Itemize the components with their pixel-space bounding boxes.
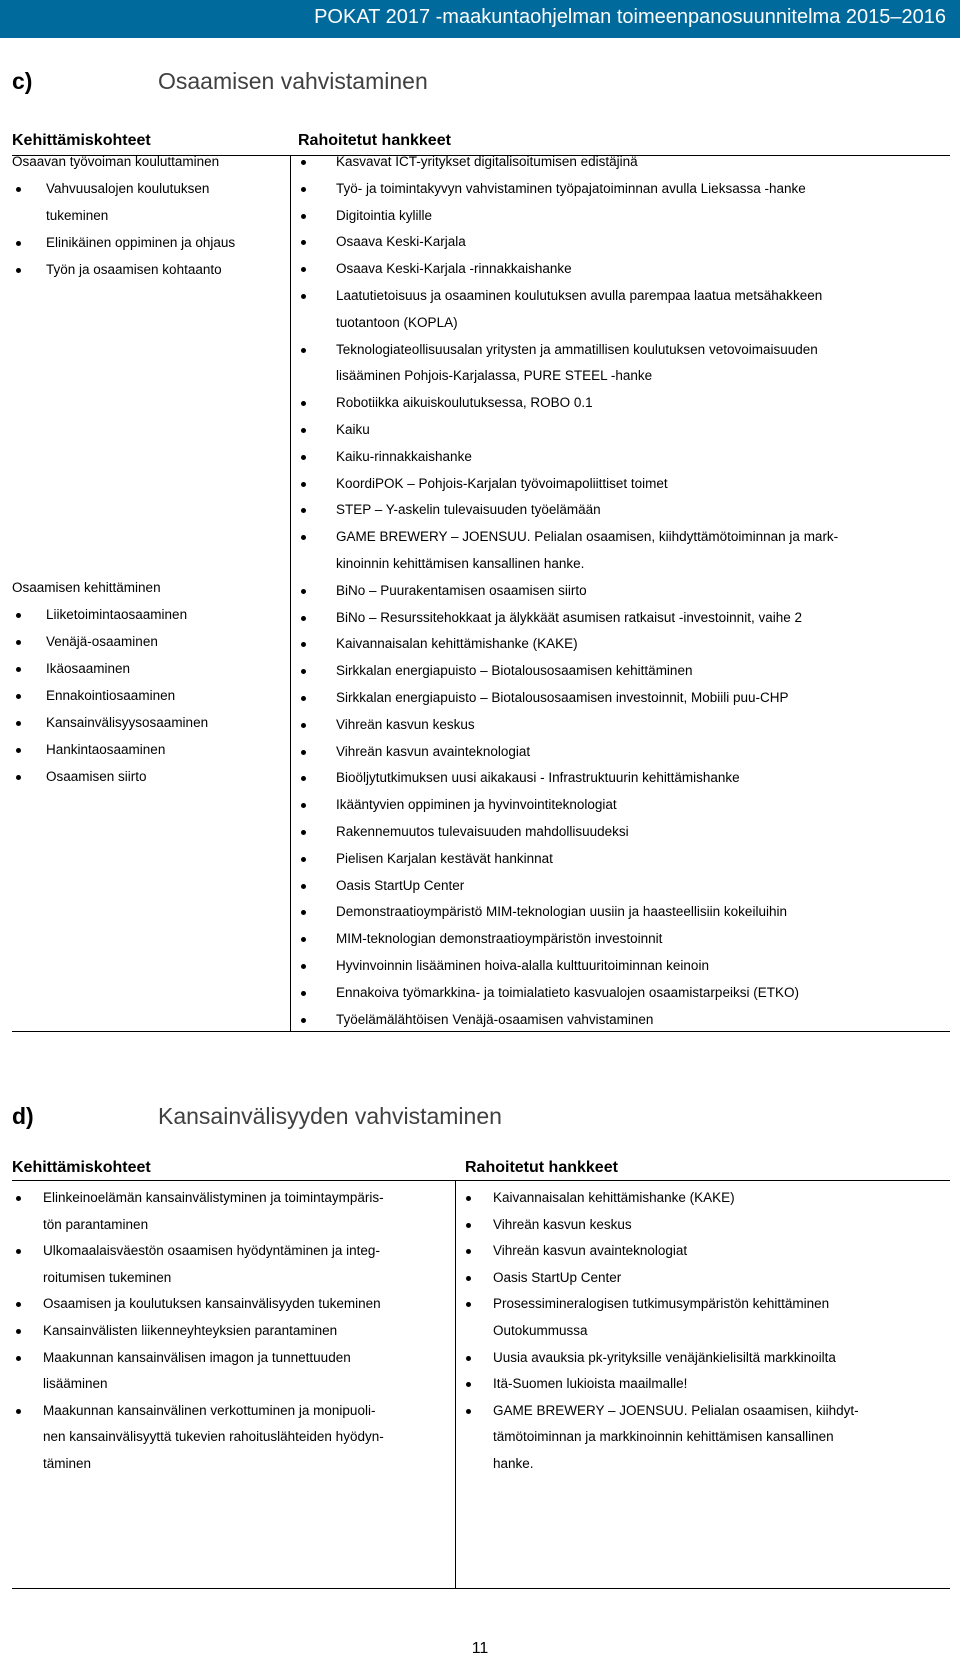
list-item: Ulkomaalaisväestön osaamisen hyödyntäminen ja integ- <box>43 1243 380 1259</box>
section-c-column-divider <box>290 155 291 1031</box>
bullet-icon <box>16 1329 21 1334</box>
list-item: Vihreän kasvun keskus <box>493 1216 632 1232</box>
bullet-icon <box>466 1382 471 1387</box>
bullet-icon <box>301 803 306 808</box>
section-c-letter: c) <box>12 68 33 94</box>
bullet-icon <box>16 1196 21 1201</box>
bullet-icon <box>301 401 306 406</box>
bullet-icon <box>301 294 306 299</box>
bullet-icon <box>16 268 21 273</box>
list-item: Hankintaosaaminen <box>46 742 166 757</box>
list-item: Outokummussa <box>493 1323 588 1338</box>
list-item: Ikäosaaminen <box>46 661 131 676</box>
bullet-icon <box>16 613 21 618</box>
list-item: Pielisen Karjalan kestävät hankinnat <box>336 850 553 866</box>
list-item: roitumisen tukeminen <box>43 1269 172 1285</box>
bullet-icon <box>301 508 306 513</box>
section-d-header-rule <box>12 1180 950 1181</box>
bullet-icon <box>16 241 21 246</box>
bullet-icon <box>16 1249 21 1254</box>
bullet-icon <box>301 937 306 942</box>
list-item: Työn ja osaamisen kohtaanto <box>46 262 222 277</box>
bullet-icon <box>466 1302 471 1307</box>
list-item: Työelämälähtöisen Venäjä-osaamisen vahvistaminen <box>336 1011 654 1027</box>
bullet-icon <box>16 694 21 699</box>
list-item: Osaavan työvoiman kouluttaminen <box>12 154 220 169</box>
list-item: Elinkeinoelämän kansainvälistyminen ja toimintaympäris- <box>43 1190 384 1205</box>
list-item: MIM-teknologian demonstraatioympäristön investoinnit <box>336 931 663 947</box>
bullet-icon <box>16 721 21 726</box>
bullet-icon <box>301 723 306 728</box>
list-item: Sirkkalan energiapuisto – Biotalousosaamisen investoinnit, Mobiili puu-CHP <box>336 690 789 705</box>
list-item: Kaiku <box>336 422 370 437</box>
list-item: tuotantoon (KOPLA) <box>336 314 458 330</box>
bullet-icon <box>301 428 306 433</box>
bullet-icon <box>301 696 306 701</box>
list-item: Kaivannaisalan kehittämishanke (KAKE) <box>336 636 578 652</box>
bullet-icon <box>301 1018 306 1023</box>
section-c-col-left-header: Kehittämiskohteet <box>12 132 151 149</box>
list-item: Oasis StartUp Center <box>336 877 465 893</box>
list-item: Kasvavat ICT-yritykset digitalisoitumisen edistäjinä <box>336 154 638 169</box>
list-item: Uusia avauksia pk-yrityksille venäjänkielisiltä markkinoilta <box>493 1349 836 1365</box>
list-item: Bioöljytutkimuksen uusi aikakausi - Infrastruktuurin kehittämishanke <box>336 770 740 786</box>
bullet-icon <box>466 1276 471 1281</box>
list-item: Ikääntyvien oppiminen ja hyvinvointiteknologiat <box>336 797 617 813</box>
document-title: POKAT 2017 -maakuntaohjelman toimeenpanosuunnitelma 2015–2016 <box>314 6 946 28</box>
list-item: GAME BREWERY – JOENSUU. Pelialan osaamisen, kiihdyttämötoiminnan ja mark- <box>336 529 839 545</box>
bullet-icon <box>301 964 306 969</box>
list-item: Osaamisen kehittäminen <box>12 580 161 595</box>
list-item: Kaiku-rinnakkaishanke <box>336 448 472 464</box>
bullet-icon <box>301 160 306 165</box>
bullet-icon <box>301 589 306 594</box>
bullet-icon <box>466 1249 471 1254</box>
list-item: BiNo – Resurssitehokkaat ja älykkäät asumisen ratkaisut -investoinnit, vaihe 2 <box>336 609 802 625</box>
bullet-icon <box>301 616 306 621</box>
bullet-icon <box>301 240 306 245</box>
bullet-icon <box>301 910 306 915</box>
bullet-icon <box>466 1223 471 1228</box>
list-item: Kansainvälisten liikenneyhteyksien parantaminen <box>43 1323 338 1338</box>
list-item: lisääminen <box>43 1376 108 1392</box>
list-item: tön parantaminen <box>43 1216 149 1232</box>
bullet-icon <box>301 776 306 781</box>
list-item: Kaivannaisalan kehittämishanke (KAKE) <box>493 1190 735 1205</box>
list-item: BiNo – Puurakentamisen osaamisen siirto <box>336 582 587 598</box>
list-item: lisääminen Pohjois-Karjalassa, PURE STEEL -hanke <box>336 368 653 384</box>
list-item: Prosessimineralogisen tutkimusympäristön kehittäminen <box>493 1296 830 1312</box>
list-item: kinoinnin kehittämisen kansallinen hanke. <box>336 556 585 571</box>
list-item: hanke. <box>493 1456 534 1471</box>
bullet-icon <box>16 640 21 645</box>
page-header-bar <box>0 0 960 38</box>
list-item: Venäjä-osaaminen <box>46 634 158 649</box>
section-d-bottom-rule <box>12 1588 950 1589</box>
bullet-icon <box>301 642 306 647</box>
list-item: Ennakointiosaaminen <box>46 688 176 703</box>
bullet-icon <box>16 667 21 672</box>
list-item: Rakennemuutos tulevaisuuden mahdollisuudeksi <box>336 824 629 839</box>
list-item: Laatutietoisuus ja osaaminen koulutuksen avulla parempaa laatua metsähakkeen <box>336 288 823 303</box>
section-c-title: Osaamisen vahvistaminen <box>158 68 428 94</box>
bullet-icon <box>16 1356 21 1361</box>
list-item: Itä-Suomen lukioista maailmalle! <box>493 1376 688 1392</box>
section-c-bottom-rule <box>12 1031 950 1032</box>
bullet-icon <box>301 535 306 540</box>
list-item: Vihreän kasvun avainteknologiat <box>493 1243 688 1259</box>
bullet-icon <box>301 187 306 192</box>
section-d-col-right-header: Rahoitetut hankkeet <box>465 1159 618 1176</box>
bullet-icon <box>301 857 306 862</box>
list-item: Osaava Keski-Karjala -rinnakkaishanke <box>336 261 572 277</box>
list-item: täminen <box>43 1456 92 1471</box>
bullet-icon <box>16 187 21 192</box>
list-item: tämötoiminnan ja markkinoinnin kehittämisen kansallinen <box>493 1429 834 1445</box>
list-item: Maakunnan kansainvälinen verkottuminen ja monipuoli- <box>43 1402 376 1418</box>
bullet-icon <box>301 348 306 353</box>
list-item: Robotiikka aikuiskoulutuksessa, ROBO 0.1 <box>336 395 593 411</box>
section-d-title: Kansainvälisyyden vahvistaminen <box>158 1103 502 1129</box>
list-item: Ennakoiva työmarkkina- ja toimialatieto kasvualojen osaamistarpeiksi (ETKO) <box>336 984 799 1000</box>
bullet-icon <box>301 991 306 996</box>
bullet-icon <box>466 1196 471 1201</box>
list-item: Sirkkalan energiapuisto – Biotalousosaamisen kehittäminen <box>336 663 693 679</box>
list-item: nen kansainvälisyyttä tukevien rahoituslähteiden hyödyn- <box>43 1429 384 1445</box>
bullet-icon <box>16 1302 21 1307</box>
list-item: Vihreän kasvun keskus <box>336 716 475 732</box>
list-item: Digitointia kylille <box>336 207 433 223</box>
list-item: Elinikäinen oppiminen ja ohjaus <box>46 235 236 250</box>
page-number: 11 <box>471 1640 489 1657</box>
list-item: Vahvuusalojen koulutuksen <box>46 181 210 196</box>
bullet-icon <box>301 267 306 272</box>
list-item: Liiketoimintaosaaminen <box>46 607 188 622</box>
list-item: STEP – Y-askelin tulevaisuuden työelämään <box>336 502 601 518</box>
bullet-icon <box>16 748 21 753</box>
section-d-column-divider <box>455 1180 456 1588</box>
list-item: Työ- ja toimintakyvyn vahvistaminen työpajatoiminnan avulla Lieksassa -hanke <box>336 180 806 196</box>
bullet-icon <box>301 669 306 674</box>
list-item: Osaamisen siirto <box>46 769 147 784</box>
bullet-icon <box>301 830 306 835</box>
list-item: Hyvinvoinnin lisääminen hoiva-alalla kulttuuritoiminnan keinoin <box>336 958 709 973</box>
list-item: Teknologiateollisuusalan yritysten ja ammatillisen koulutuksen vetovoimaisuuden <box>336 341 818 357</box>
section-c-col-right-header: Rahoitetut hankkeet <box>298 132 451 149</box>
bullet-icon <box>301 214 306 219</box>
list-item: Vihreän kasvun avainteknologiat <box>336 743 531 759</box>
list-item: GAME BREWERY – JOENSUU. Pelialan osaamisen, kiihdyt- <box>493 1402 859 1418</box>
bullet-icon <box>301 455 306 460</box>
bullet-icon <box>301 884 306 889</box>
bullet-icon <box>466 1356 471 1361</box>
list-item: Oasis StartUp Center <box>493 1269 622 1285</box>
section-d-letter: d) <box>12 1103 34 1129</box>
list-item: Osaamisen ja koulutuksen kansainvälisyyden tukeminen <box>43 1296 381 1312</box>
list-item: Demonstraatioympäristö MIM-teknologian uusiin ja haasteellisiin kokeiluihin <box>336 904 787 920</box>
bullet-icon <box>16 775 21 780</box>
bullet-icon <box>466 1409 471 1414</box>
bullet-icon <box>16 1409 21 1414</box>
bullet-icon <box>301 482 306 487</box>
list-item: Kansainvälisyysosaaminen <box>46 715 209 730</box>
list-item: tukeminen <box>46 208 109 223</box>
list-item: Osaava Keski-Karjala <box>336 234 466 250</box>
list-item: KoordiPOK – Pohjois-Karjalan työvoimapoliittiset toimet <box>336 475 668 491</box>
section-d-col-left-header: Kehittämiskohteet <box>12 1159 151 1176</box>
bullet-icon <box>301 750 306 755</box>
list-item: Maakunnan kansainvälisen imagon ja tunnettuuden <box>43 1349 351 1365</box>
